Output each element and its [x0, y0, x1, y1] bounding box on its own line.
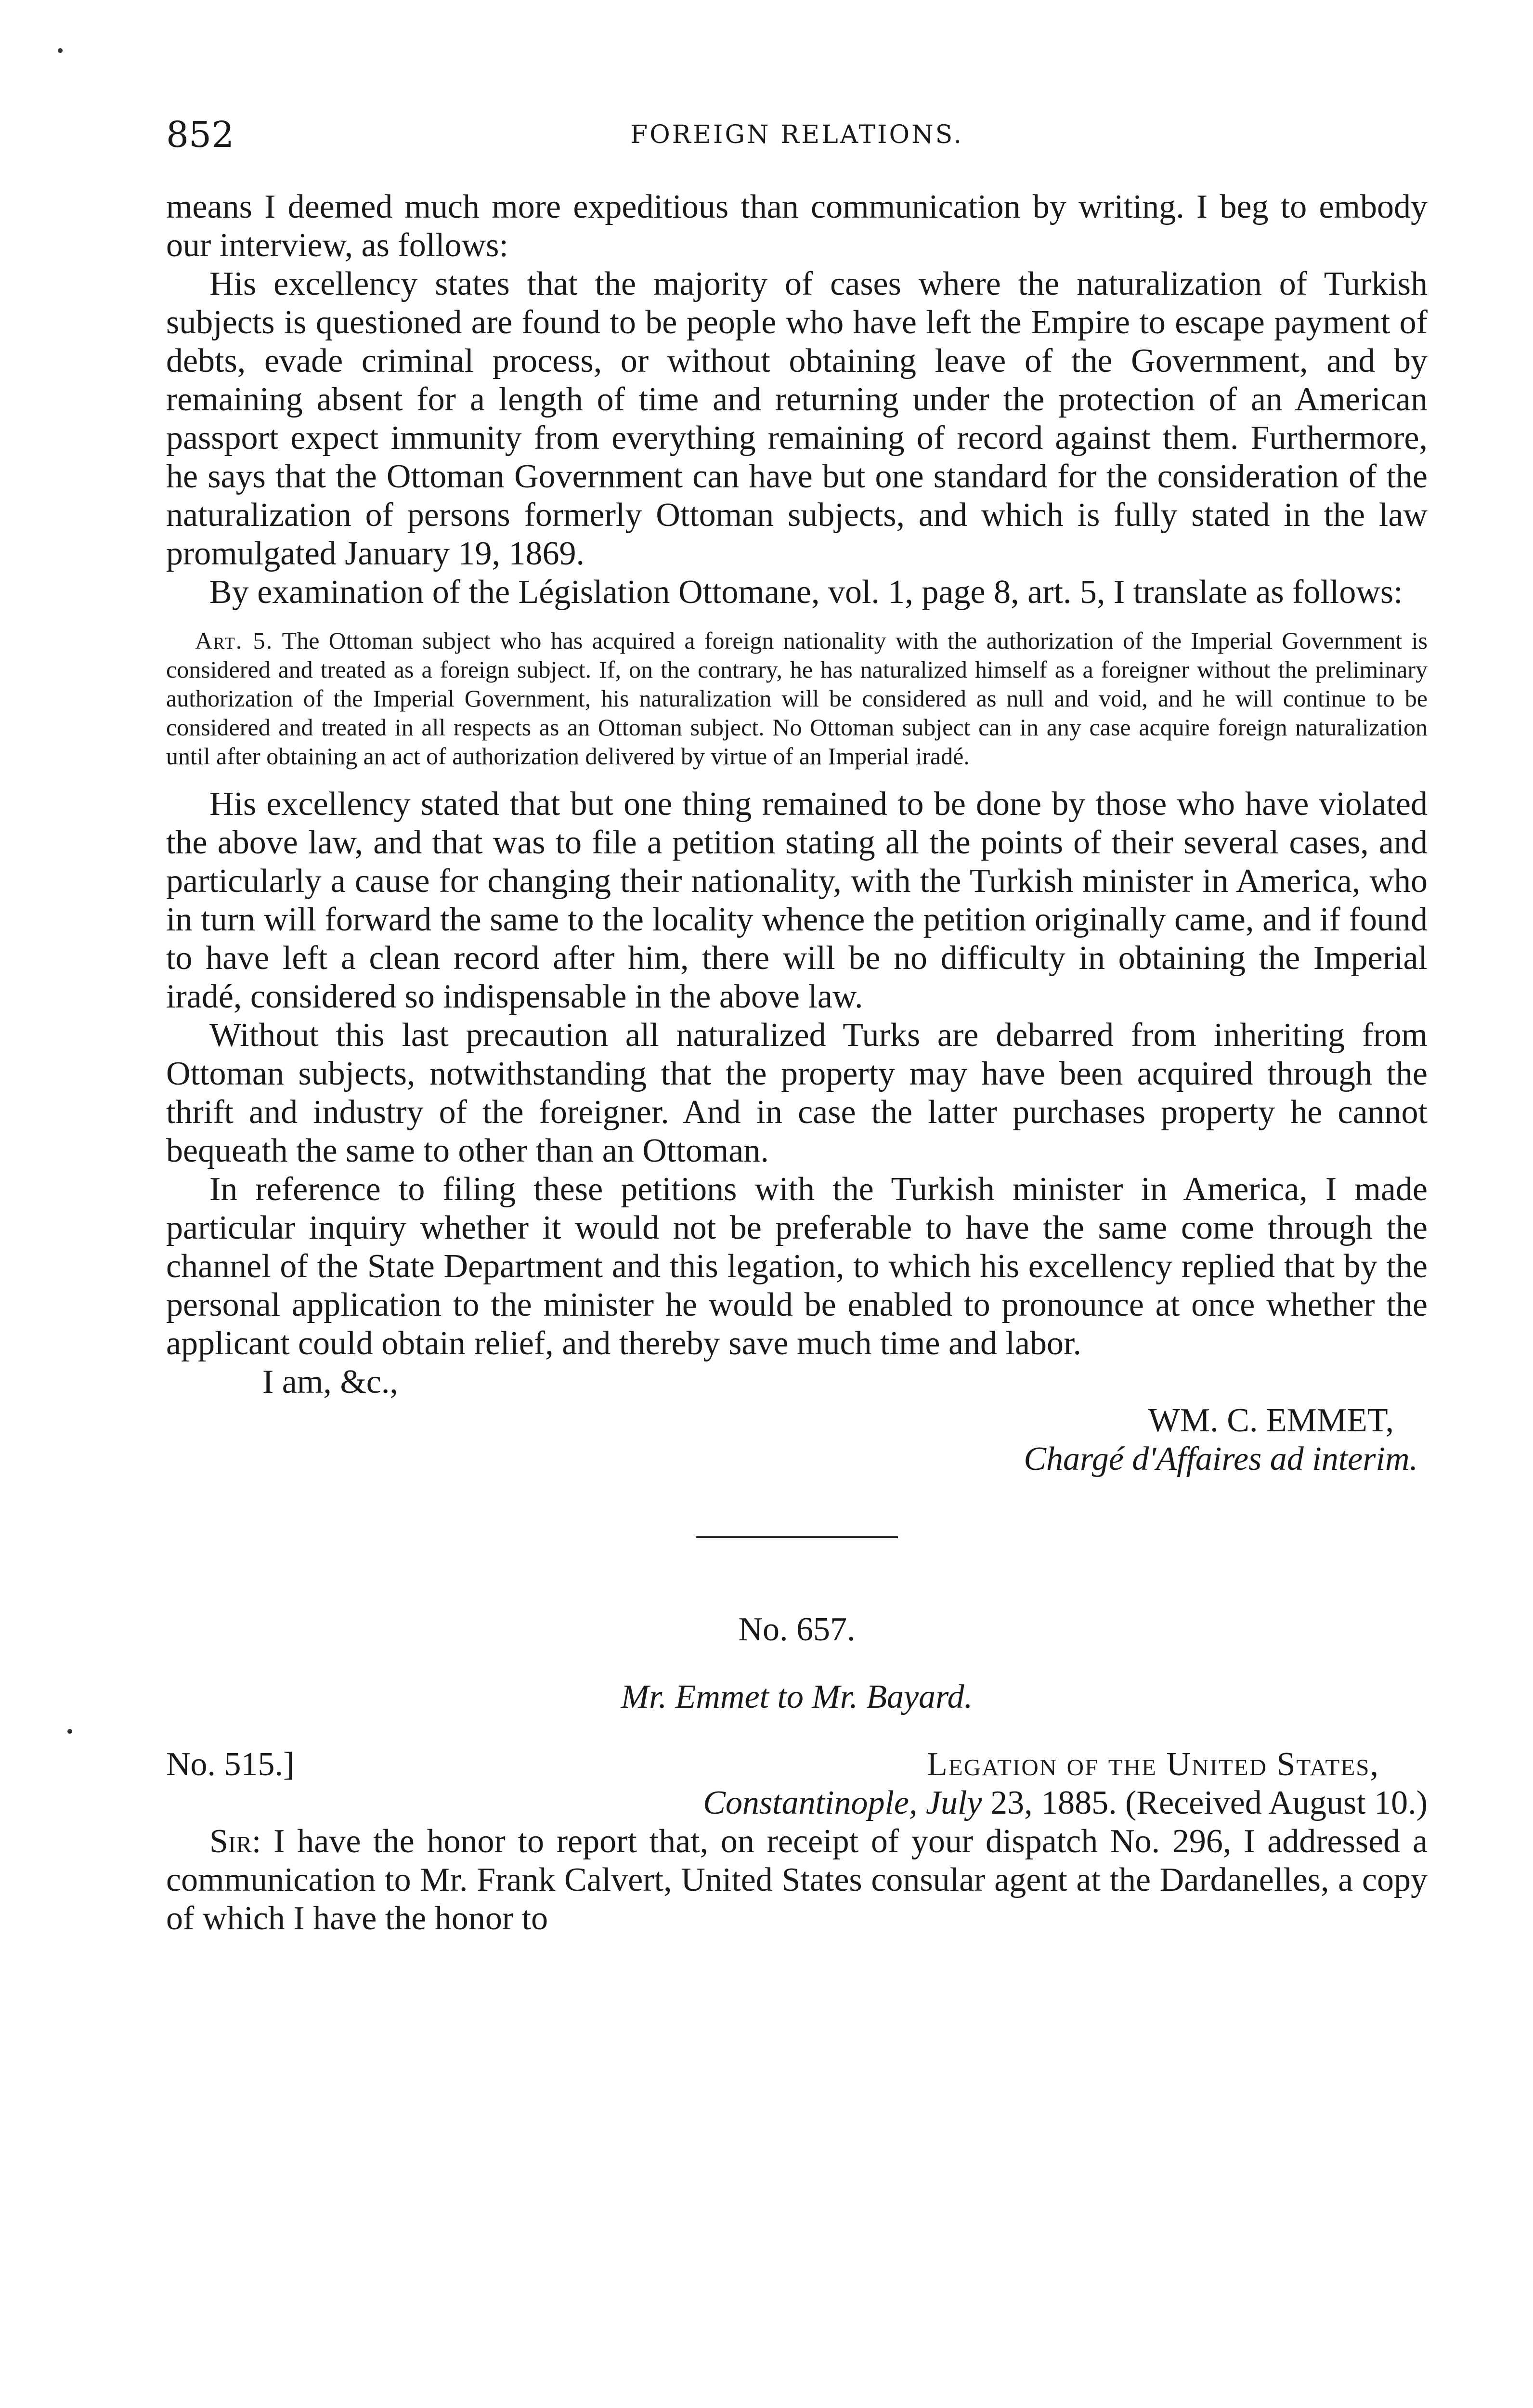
dateline [166, 1784, 1428, 1822]
paragraph: Without this last precaution all naturalized Turks are debarred from inheriting from Ottoman subjects, notwithstanding that the property may have been acquired through the thrift and industry of the foreigner. And in case the latter purchases property he cannot bequeath the same to other than an Ottoman. [166, 1017, 1428, 1169]
body-text [166, 188, 1428, 1938]
document-number: No. 657. [738, 1611, 856, 1648]
legation-name: Legation of the United States, [927, 1746, 1379, 1783]
salutation: Sir: [209, 1823, 261, 1860]
letter-text: I have the honor to report that, on receipt of your dispatch No. 296, I addressed a communication to Mr. Frank Calvert, United States consular agent at the Dardanelles, a copy of which I have the honor to [166, 1823, 1428, 1937]
closing: I am, &c., [262, 1363, 398, 1400]
dispatch-number: No. 515.] [166, 1746, 295, 1783]
stray-mark [67, 1729, 72, 1734]
paragraph [166, 1822, 1428, 1938]
section-divider [696, 1536, 898, 1538]
paragraph: His excellency stated that but one thing remained to be done by those who have violated the above law, and that was to file a petition stating all the points of their several cases, and particularly a cause for changing their nationality, with the Turkish minister in America, who in turn will forward the same to the locality whence the petition originally came, and if found to have left a clean record after him, there will be no difficulty in obtaining the Imperial iradé, considered so indispensable in the above law. [166, 785, 1428, 1015]
date-rest: 23, 1885. [990, 1784, 1117, 1821]
quote-article-label: Art. 5. [195, 627, 273, 654]
page-header [166, 113, 1428, 157]
block-quote [166, 626, 1428, 771]
document-heading: Mr. Emmet to Mr. Bayard. [621, 1678, 973, 1715]
page-number: 852 [166, 114, 234, 156]
signature-title: Chargé d'Affaires ad interim. [1024, 1440, 1418, 1478]
dispatch-line [166, 1745, 1428, 1784]
paragraph: means I deemed much more expeditious than communication by writing. I beg to embody our interview, as follows: [166, 188, 1428, 264]
quote-text: The Ottoman subject who has acquired a foreign nationality with the authorization of the Imperial Government is considered and treated as a foreign subject. If, on the contrary, he has naturalized himself as a foreigner without the preliminary authorization of the Imperial Government, his naturalization will be considered as null and void, and he will continue to be considered and treated in all respects as an Ottoman subject. No Ottoman subject can in any case acquire foreign naturalization until after obtaining an act of authorization delivered by virtue of an Imperial iradé. [166, 627, 1428, 770]
place-date: Constantinople, July [703, 1784, 982, 1821]
running-head: FOREIGN RELATIONS. [630, 120, 963, 149]
received-date: (Received August 10.) [1125, 1784, 1428, 1821]
paragraph: By examination of the Législation Ottomane, vol. 1, page 8, art. 5, I translate as follows: [209, 574, 1403, 611]
signature: WM. C. EMMET, [1148, 1402, 1394, 1439]
paragraph: His excellency states that the majority of cases where the naturalization of Turkish subjects is questioned are found to be people who have left the Empire to escape payment of debts, evade criminal process, or without obtaining leave of the Government, and by remaining absent for a length of time and returning under the protection of an American passport expect immunity from everything remaining of record against them. Furthermore, he says that the Ottoman Government can have but one standard for the consideration of the naturalization of persons formerly Ottoman subjects, and which is fully stated in the law promulgated January 19, 1869. [166, 265, 1428, 572]
paragraph: In reference to filing these petitions with the Turkish minister in America, I made particular inquiry whether it would not be preferable to have the same come through the channel of the State Department and this legation, to which his excellency replied that by the personal application to the minister he would be enabled to pronounce at once whether the applicant could obtain relief, and thereby save much time and labor. [166, 1171, 1428, 1362]
stray-mark [58, 48, 63, 53]
